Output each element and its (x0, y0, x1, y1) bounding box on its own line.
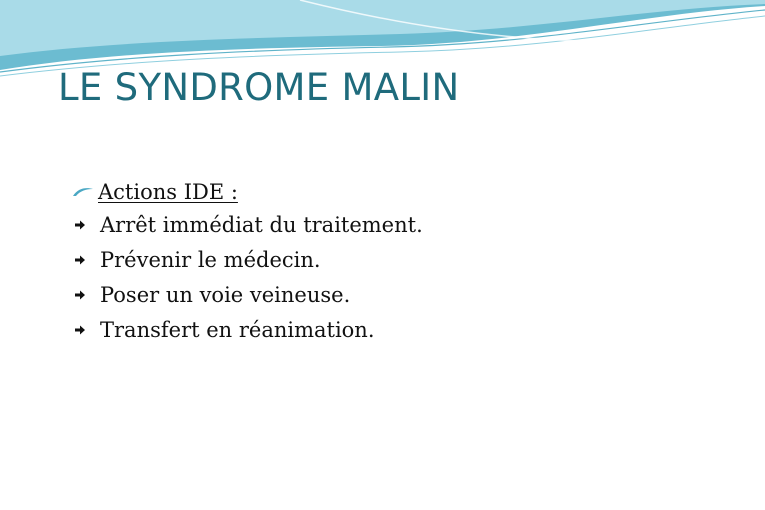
list-item-text: Transfert en réanimation. (100, 317, 375, 342)
list-item-text: Prévenir le médecin. (100, 247, 321, 272)
slide-title: LE SYNDROME MALIN (58, 66, 460, 109)
list-item (72, 277, 722, 312)
list-item-text: Poser un voie veineuse. (100, 282, 351, 307)
list-item-text: Arrêt immédiat du traitement. (100, 212, 423, 237)
list-item (72, 242, 722, 277)
arrow-right-icon (72, 289, 100, 301)
slide-content (72, 176, 722, 347)
section-heading (72, 176, 722, 207)
section-heading-text: Actions IDE : (98, 179, 238, 204)
action-list (72, 207, 722, 347)
arrow-right-icon (72, 219, 100, 231)
swoosh-bullet-icon (72, 186, 98, 198)
list-item (72, 312, 722, 347)
list-item (72, 207, 722, 242)
arrow-right-icon (72, 254, 100, 266)
arrow-right-icon (72, 324, 100, 336)
